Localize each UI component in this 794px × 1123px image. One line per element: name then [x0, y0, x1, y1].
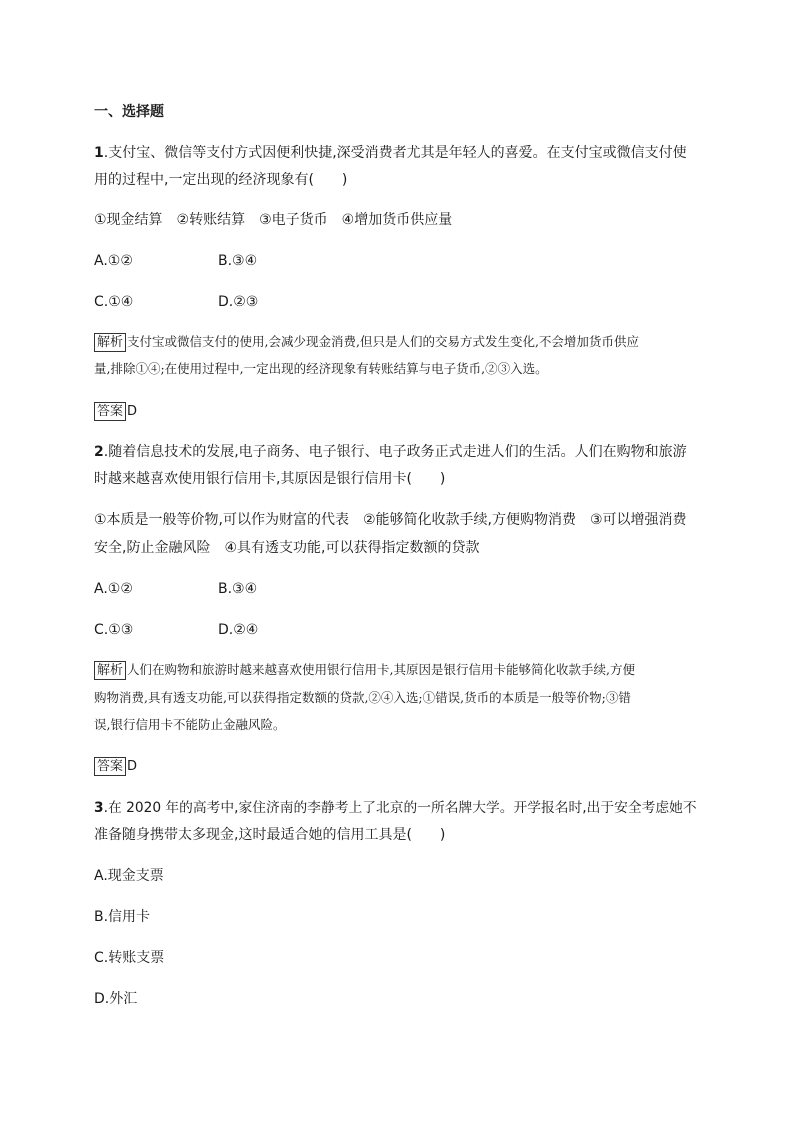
section-title: 一、选择题 [94, 104, 164, 120]
q1-stem-line1 [94, 143, 687, 163]
q1-analysis-line1 [94, 332, 639, 352]
q3-option-a: A.现金支票 [94, 868, 164, 884]
q1-analysis-text1: 支付宝或微信支付的使用,会减少现金消费,但只是人们的交易方式发生变化,不会增加货币供应 [127, 334, 639, 349]
q1-answer-value: D [127, 404, 138, 419]
q3-stem-text1: .在 2020 年的高考中,家住济南的李静考上了北京的一所名牌大学。开学报名时,出于安全考虑她不 [103, 800, 697, 816]
q2-answer-value: D [127, 759, 138, 774]
q2-analysis-text1: 人们在购物和旅游时越来越喜欢使用银行信用卡,其原因是银行信用卡能够简化收款手续,方便 [127, 662, 635, 677]
q2-analysis-line1 [94, 660, 635, 680]
q2-items-line1: ①本质是一般等价物,可以作为财富的代表 ②能够简化收款手续,方便购物消费 ③可以增强消费 [94, 512, 687, 528]
q2-analysis-line3: 误,银行信用卡不能防止金融风险。 [94, 717, 286, 732]
q3-option-b: B.信用卡 [94, 909, 151, 925]
q1-answer [94, 402, 137, 422]
q2-number: 2 [94, 444, 104, 460]
q2-option-a: A.①② [94, 581, 133, 597]
q2-stem-line2: 时越来越喜欢使用银行信用卡,其原因是银行信用卡( ) [94, 471, 446, 487]
q1-option-c: C.①④ [94, 294, 134, 310]
q2-option-d: D.②④ [218, 622, 259, 638]
q1-option-d: D.②③ [218, 294, 259, 310]
q2-option-c: C.①③ [94, 622, 134, 638]
q2-stem-text1: .随着信息技术的发展,电子商务、电子银行、电子政务正式走进人们的生活。人们在购物和旅游 [103, 444, 687, 460]
q1-stem-text1: .支付宝、微信等支付方式因便利快捷,深受消费者尤其是年轻人的喜爱。在支付宝或微信支付使 [103, 145, 687, 161]
q3-stem-line2: 准备随身携带太多现金,这时最适合她的信用工具是( ) [94, 827, 446, 843]
q1-option-b: B.③④ [218, 253, 258, 269]
q3-option-d: D.外汇 [94, 991, 138, 1007]
q2-answer [94, 757, 137, 777]
q1-number: 1 [94, 145, 104, 161]
q1-stem-line2: 用的过程中,一定出现的经济现象有( ) [94, 172, 348, 188]
q2-analysis-tag: 解析 [94, 661, 126, 680]
q1-analysis-tag: 解析 [94, 333, 126, 352]
q1-answer-tag: 答案 [94, 402, 126, 421]
q3-stem-line1 [94, 798, 697, 818]
q2-answer-tag: 答案 [94, 757, 126, 776]
q2-option-b: B.③④ [218, 581, 258, 597]
q1-items: ①现金结算 ②转账结算 ③电子货币 ④增加货币供应量 [94, 212, 453, 228]
q3-option-c: C.转账支票 [94, 950, 165, 966]
q1-analysis-line2: 量,排除①④;在使用过程中,一定出现的经济现象有转账结算与电子货币,②③入选。 [94, 361, 548, 376]
q2-items-line2: 安全,防止金融风险 ④具有透支功能,可以获得指定数额的贷款 [94, 540, 480, 556]
q2-stem-line1 [94, 442, 687, 462]
q1-option-a: A.①② [94, 253, 133, 269]
q3-number: 3 [94, 800, 104, 816]
q2-analysis-line2: 购物消费,具有透支功能,可以获得指定数额的贷款,②④入选;①错误,货币的本质是一般等价物;③错 [94, 690, 631, 705]
